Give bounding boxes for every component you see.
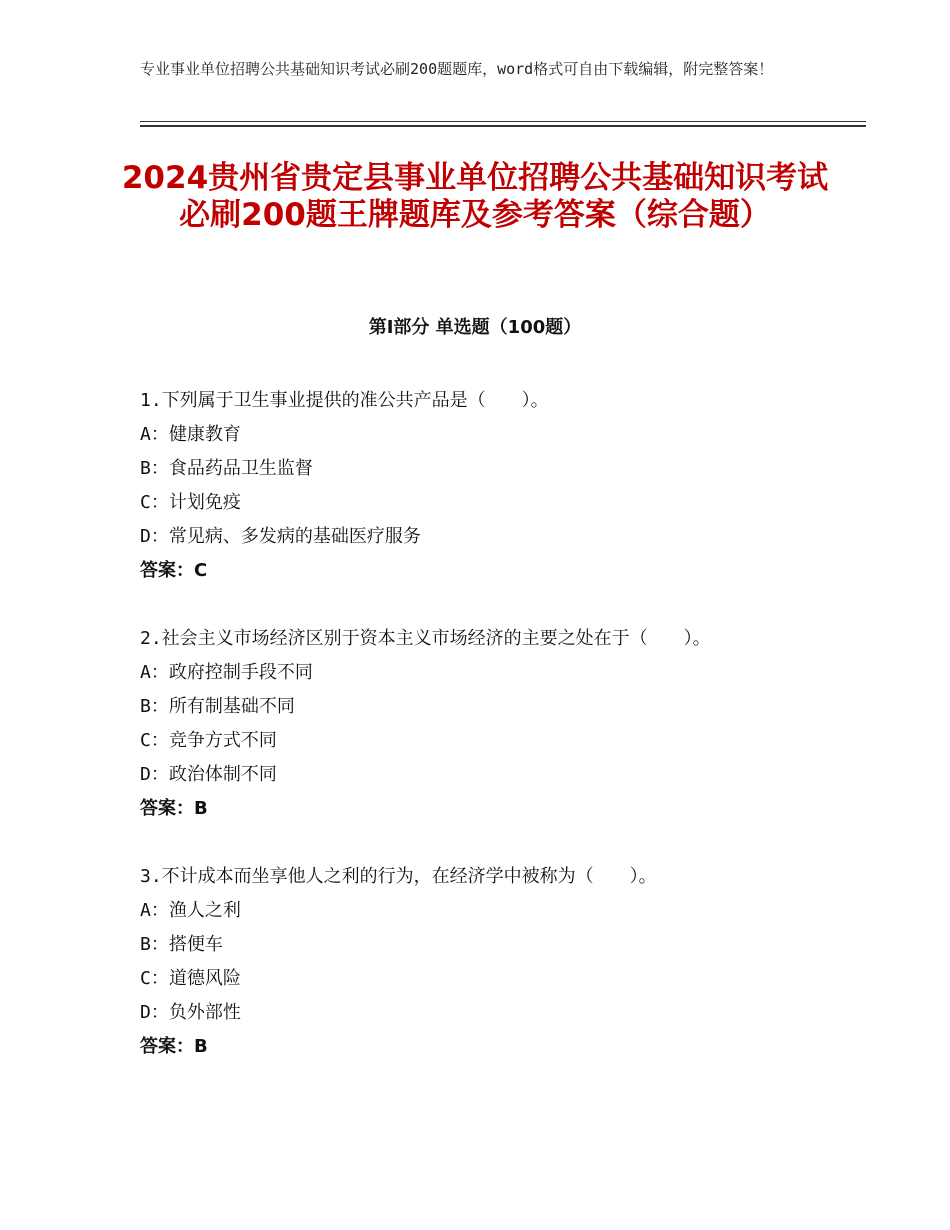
- question-stem: 1.下列属于卫生事业提供的准公共产品是（ ）。: [140, 390, 549, 411]
- header-divider-thick: [140, 125, 866, 127]
- answer-line: 答案：B: [140, 798, 208, 819]
- option-d: D：负外部性: [140, 1002, 241, 1023]
- answer-line: 答案：B: [140, 1036, 208, 1057]
- header-divider-thin: [140, 121, 866, 122]
- question-stem: 2.社会主义市场经济区别于资本主义市场经济的主要之处在于（ ）。: [140, 628, 711, 649]
- question-spacer: [140, 826, 780, 860]
- answer-line: 答案：C: [140, 560, 208, 581]
- option-b: B：搭便车: [140, 934, 223, 955]
- section-heading: 第Ⅰ部分 单选题（100题）: [368, 317, 582, 338]
- question-stem: 3.不计成本而坐享他人之利的行为，在经济学中被称为（ ）。: [140, 866, 657, 887]
- question-spacer: [140, 588, 780, 622]
- document-title: 2024贵州省贵定县事业单位招聘公共基础知识考试必刷200题王牌题库及参考答案（综合题）: [121, 160, 829, 233]
- question-item: [140, 860, 780, 1064]
- option-c: C：竞争方式不同: [140, 730, 277, 751]
- option-d: D：常见病、多发病的基础医疗服务: [140, 526, 421, 547]
- option-a: A：健康教育: [140, 424, 241, 445]
- option-d: D：政治体制不同: [140, 764, 277, 785]
- option-c: C：计划免疫: [140, 492, 241, 513]
- question-item: [140, 384, 780, 588]
- option-b: B：所有制基础不同: [140, 696, 295, 717]
- option-c: C：道德风险: [140, 968, 241, 989]
- question-list: [140, 384, 780, 1064]
- question-item: [140, 622, 780, 826]
- option-a: A：政府控制手段不同: [140, 662, 313, 683]
- option-b: B：食品药品卫生监督: [140, 458, 313, 479]
- option-a: A：渔人之利: [140, 900, 241, 921]
- header-note: 专业事业单位招聘公共基础知识考试必刷200题题库，word格式可自由下载编辑，附完整答案！: [140, 60, 774, 78]
